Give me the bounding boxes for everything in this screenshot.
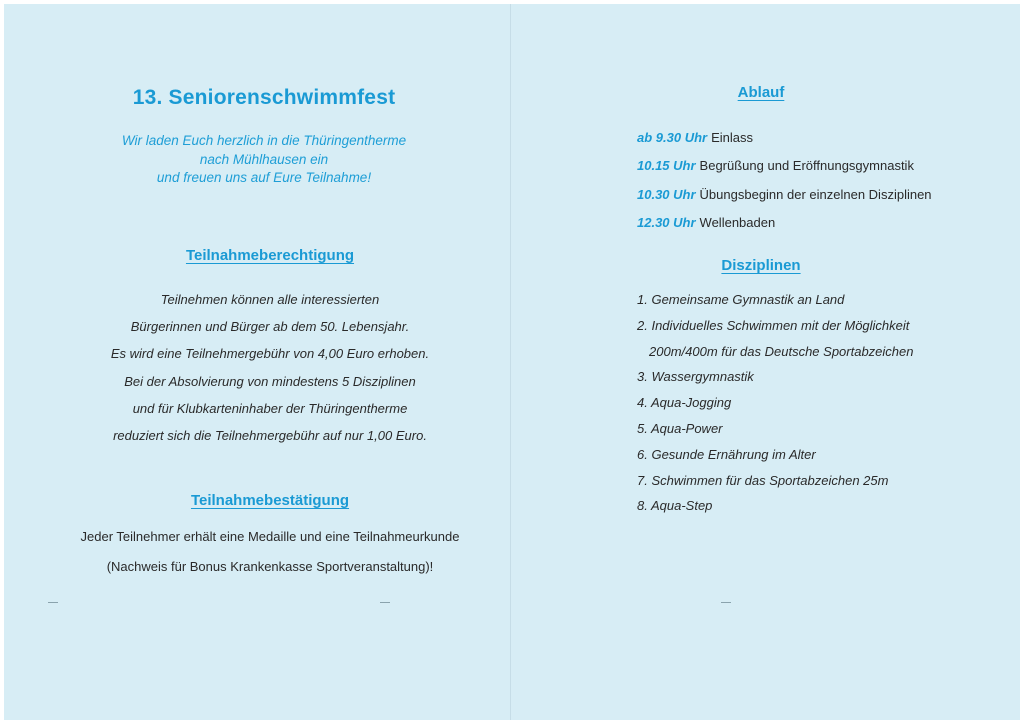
schedule-time: ab 9.30 Uhr [637, 130, 708, 145]
eligibility-heading: Teilnahmeberechtigung [185, 247, 355, 264]
discipline-item: 4. Aqua-Jogging [637, 395, 732, 411]
eligibility-line: und für Klubkarteninhaber der Thüringentherme [132, 400, 408, 416]
schedule-time: 12.30 Uhr [637, 214, 696, 230]
eligibility-line: Bürgerinnen und Bürger ab dem 50. Lebensjahr. [130, 319, 410, 335]
schedule-heading: Ablauf [737, 84, 785, 101]
discipline-item: 2. Individuelles Schwimmen mit der Möglichkeit [637, 317, 910, 333]
schedule-item [637, 209, 932, 237]
schedule-time: 10.30 Uhr [637, 186, 696, 202]
discipline-item: 5. Aqua-Power [637, 420, 723, 436]
eligibility-text [4, 286, 536, 449]
invitation-line: Wir laden Euch herzlich in die Thüringentherme [121, 133, 407, 148]
schedule-activity: Übungsbeginn der einzelnen Disziplinen [699, 186, 932, 202]
invitation-text [4, 132, 524, 188]
discipline-item: 7. Schwimmen für das Sportabzeichen 25m [637, 472, 889, 488]
schedule-activity: Begrüßung und Eröffnungsgymnastik [699, 158, 914, 174]
discipline-item: 3. Wassergymnastik [637, 369, 754, 385]
confirmation-line: (Nachweis für Bonus Krankenkasse Sportveranstaltung)! [106, 559, 434, 574]
disciplines-list [637, 287, 914, 519]
discipline-item-continuation: 200m/400m für das Deutsche Sportabzeichen [649, 343, 914, 359]
eligibility-line: Teilnehmen können alle interessierten [160, 292, 380, 307]
eligibility-line: Bei der Absolvierung von mindestens 5 Disziplinen [124, 373, 416, 389]
schedule-list [637, 124, 932, 237]
disciplines-heading: Disziplinen [721, 257, 801, 274]
discipline-item: 6. Gesunde Ernährung im Alter [637, 446, 816, 462]
invitation-line: nach Mühlhausen ein [199, 151, 329, 167]
schedule-time: 10.15 Uhr [637, 158, 696, 174]
schedule-activity: Wellenbaden [699, 214, 776, 230]
schedule-item [637, 152, 932, 180]
schedule-item [637, 181, 932, 209]
eligibility-line: reduziert sich die Teilnehmergebühr auf nur 1,00 Euro. [113, 428, 427, 444]
page-title: 13. Seniorenschwimmfest [132, 86, 396, 109]
right-panel [511, 4, 1020, 720]
confirmation-heading: Teilnahmebestätigung [190, 492, 350, 509]
discipline-item: 1. Gemeinsame Gymnastik an Land [637, 292, 845, 307]
brochure-sheet [4, 4, 1020, 720]
schedule-item [637, 124, 932, 152]
fold-mark [721, 602, 731, 603]
invitation-line: und freuen uns auf Eure Teilnahme! [156, 170, 372, 185]
left-panel [4, 4, 510, 720]
schedule-activity: Einlass [711, 130, 754, 145]
discipline-item: 8. Aqua-Step [637, 498, 713, 514]
confirmation-line: Jeder Teilnehmer erhält eine Medaille und eine Teilnahmeurkunde [80, 529, 460, 544]
fold-mark [48, 602, 58, 603]
eligibility-line: Es wird eine Teilnehmergebühr von 4,00 Euro erhoben. [110, 346, 430, 362]
confirmation-text [4, 522, 536, 582]
fold-mark [380, 602, 390, 603]
